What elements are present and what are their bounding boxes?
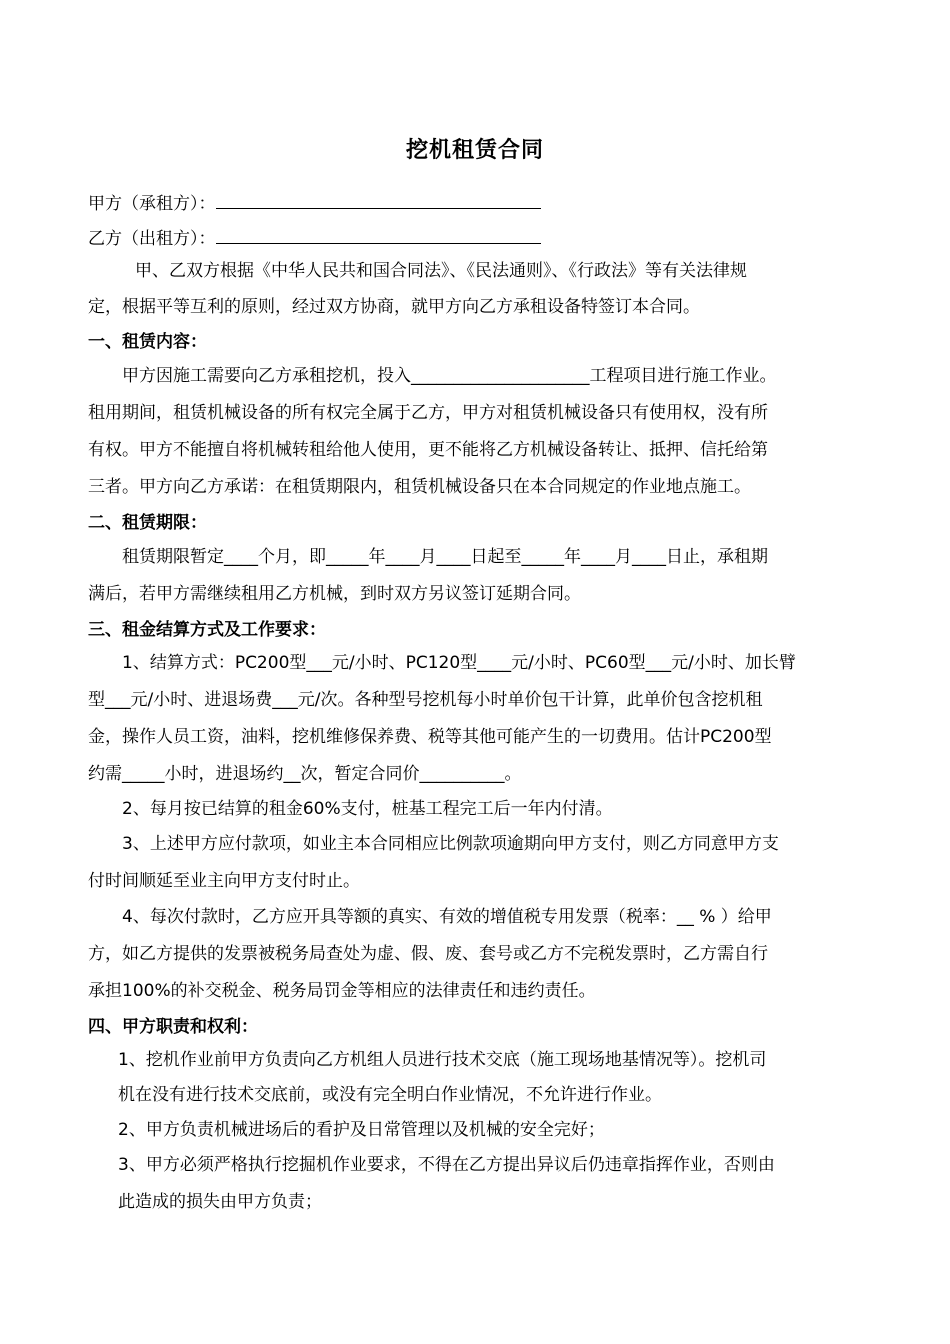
- paragraph-line: 租用期间，租赁机械设备的所有权完全属于乙方，甲方对租赁机械设备只有使用权，没有所: [88, 403, 768, 423]
- paragraph-line: 方，如乙方提供的发票被税务局查处为虚、假、废、套号或乙方不完税发票时，乙方需自行: [88, 944, 768, 964]
- paragraph-line: 承担100%的补交税金、税务局罚金等相应的法律责任和违约责任。: [88, 981, 596, 1001]
- intro-line: 甲、乙双方根据《中华人民共和国合同法》、《民法通则》、《行政法》等有关法律规: [135, 261, 747, 281]
- section-heading: 一、租赁内容：: [88, 332, 207, 352]
- party-b-label: 乙方（出租方）：: [88, 229, 216, 249]
- paragraph-line: 1、结算方式：PC200型___元/小时、PC120型____元/小时、PC60型___元/小时、加长臂: [122, 653, 796, 673]
- paragraph-line: 型___元/小时、进退场费___元/次。各种型号挖机每小时单价包干计算，此单价包含挖机租: [88, 690, 763, 710]
- paragraph-line: 2、每月按已结算的租金60%支付，桩基工程完工后一年内付清。: [122, 799, 613, 819]
- paragraph-line: 3、甲方必须严格执行挖掘机作业要求，不得在乙方提出异议后仍违章指挥作业，否则由: [118, 1155, 775, 1175]
- paragraph-line: 1、挖机作业前甲方负责向乙方机组人员进行技术交底（施工现场地基情况等）。挖机司: [118, 1050, 767, 1070]
- paragraph-line: 甲方因施工需要向乙方承租挖机，投入_____________________工程项目进行施工作业。: [122, 366, 777, 386]
- party-a-blank: [216, 190, 541, 209]
- party-b-blank: [216, 225, 541, 244]
- paragraph-line: 此造成的损失由甲方负责；: [118, 1192, 322, 1212]
- paragraph-line: 满后，若甲方需继续租用乙方机械，到时双方另议签订延期合同。: [88, 584, 581, 604]
- paragraph-line: 机在没有进行技术交底前，或没有完全明白作业情况，不允许进行作业。: [118, 1085, 662, 1105]
- paragraph-line: 租赁期限暂定____个月，即_____年____月____日起至_____年____月____日止，承租期: [122, 547, 768, 567]
- paragraph-line: 金，操作人员工资，油料，挖机维修保养费、税等其他可能产生的一切费用。估计PC200型: [88, 727, 772, 747]
- section-heading: 四、甲方职责和权利：: [88, 1017, 258, 1037]
- section-heading: 二、租赁期限：: [88, 513, 207, 533]
- document-title: 挖机租赁合同: [405, 138, 544, 163]
- paragraph-line: 4、每次付款时，乙方应开具等额的真实、有效的增值税专用发票（税率：__ % ）给甲: [122, 907, 772, 927]
- party-a-line: [88, 190, 541, 216]
- paragraph-line: 有权。甲方不能擅自将机械转租给他人使用，更不能将乙方机械设备转让、抵押、信托给第: [88, 440, 768, 460]
- paragraph-line: 2、甲方负责机械进场后的看护及日常管理以及机械的安全完好；: [118, 1120, 605, 1140]
- paragraph-line: 付时间顺延至业主向甲方支付时止。: [88, 871, 360, 891]
- paragraph-line: 三者。甲方向乙方承诺：在租赁期限内，租赁机械设备只在本合同规定的作业地点施工。: [88, 477, 751, 497]
- intro-line: 定，根据平等互利的原则，经过双方协商，就甲方向乙方承租设备特签订本合同。: [88, 297, 700, 317]
- section-heading: 三、租金结算方式及工作要求：: [88, 620, 326, 640]
- party-a-label: 甲方（承租方）：: [88, 194, 216, 214]
- party-b-line: [88, 225, 541, 251]
- paragraph-line: 约需_____小时，进退场约__次，暂定合同价__________。: [88, 764, 522, 784]
- paragraph-line: 3、上述甲方应付款项，如业主本合同相应比例款项逾期向甲方支付，则乙方同意甲方支: [122, 834, 779, 854]
